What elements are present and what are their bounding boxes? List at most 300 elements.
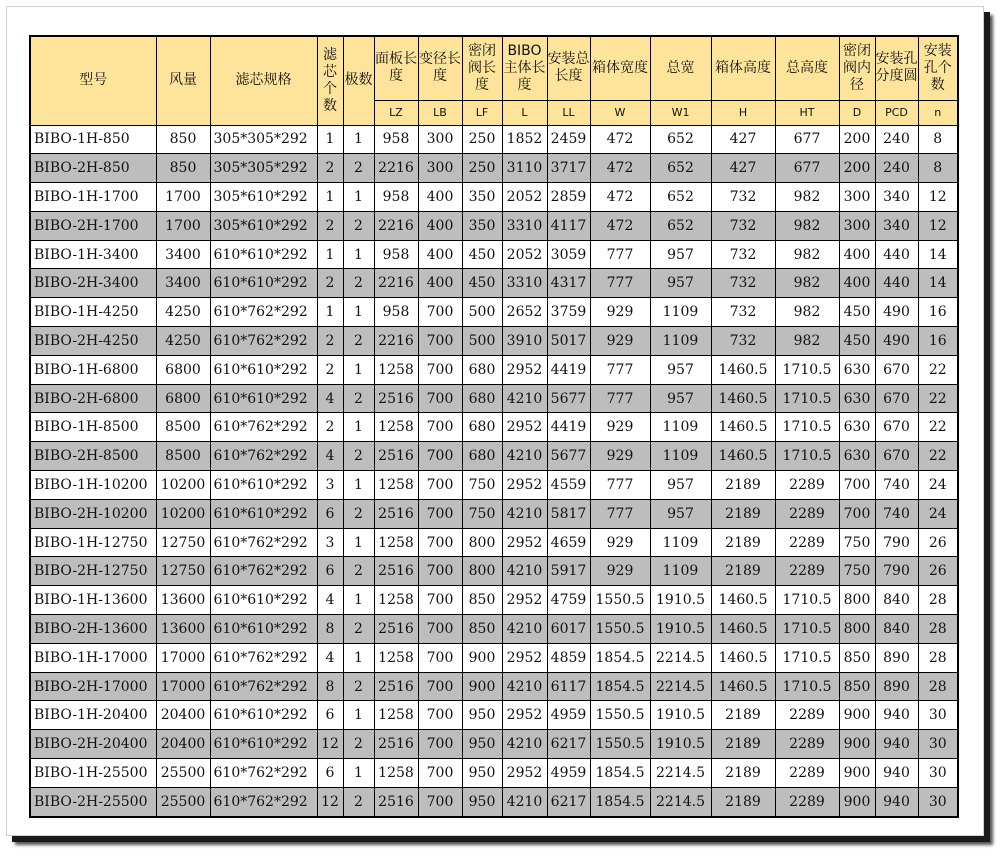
filter-spec-cell: 610*762*292 [210, 759, 317, 788]
table-cell: 2952 [502, 471, 547, 500]
table-cell: 700 [418, 528, 462, 557]
table-cell: 2052 [502, 240, 547, 269]
table-cell: 2 [317, 154, 343, 183]
filter-spec-cell: 610*762*292 [210, 643, 317, 672]
table-cell: 940 [875, 759, 918, 788]
table-cell: 957 [650, 384, 711, 413]
table-cell: 6 [317, 759, 343, 788]
table-row [30, 759, 958, 788]
table-cell: 732 [711, 298, 775, 327]
table-cell: 2652 [502, 298, 547, 327]
table-cell: 750 [839, 557, 875, 586]
filter-spec-cell: 305*610*292 [210, 183, 317, 212]
table-cell: 22 [918, 442, 958, 471]
table-cell: 1700 [156, 211, 210, 240]
table-cell: 20400 [156, 701, 210, 730]
table-cell: 440 [875, 269, 918, 298]
table-cell: 12 [918, 211, 958, 240]
table-cell: 2516 [374, 615, 418, 644]
table-cell: 700 [839, 499, 875, 528]
table-cell: 1854.5 [590, 643, 650, 672]
table-cell: 22 [918, 384, 958, 413]
table-cell: 652 [650, 125, 711, 154]
table-cell: 2189 [711, 730, 775, 759]
table-cell: 750 [462, 499, 502, 528]
table-cell: 3110 [502, 154, 547, 183]
table-cell: 4210 [502, 730, 547, 759]
column-code: HT [775, 100, 839, 125]
table-cell: 10200 [156, 471, 210, 500]
model-cell: BIBO-2H-6800 [30, 384, 156, 413]
table-cell: 1258 [374, 759, 418, 788]
table-cell: 890 [875, 643, 918, 672]
table-cell: 450 [462, 240, 502, 269]
table-cell: 450 [839, 298, 875, 327]
table-cell: 2 [343, 787, 374, 816]
table-cell: 1854.5 [590, 672, 650, 701]
table-row [30, 787, 958, 816]
table-cell: 1710.5 [775, 384, 839, 413]
table-cell: 440 [875, 240, 918, 269]
table-cell: 957 [650, 499, 711, 528]
filter-spec-cell: 610*610*292 [210, 586, 317, 615]
model-cell: BIBO-2H-3400 [30, 269, 156, 298]
table-cell: 472 [590, 154, 650, 183]
table-cell: 6800 [156, 355, 210, 384]
table-cell: 3059 [547, 240, 590, 269]
table-cell: 1460.5 [711, 442, 775, 471]
table-cell: 700 [418, 787, 462, 816]
table-cell: 1109 [650, 557, 711, 586]
table-cell: 850 [839, 643, 875, 672]
table-cell: 2952 [502, 759, 547, 788]
table-cell: 700 [418, 672, 462, 701]
table-cell: 929 [590, 557, 650, 586]
table-cell: 400 [418, 269, 462, 298]
table-cell: 3 [317, 471, 343, 500]
column-header: 安装孔分度圆 [875, 36, 918, 100]
table-cell: 1710.5 [775, 643, 839, 672]
table-cell: 732 [711, 240, 775, 269]
table-cell: 652 [650, 183, 711, 212]
table-cell: 6 [317, 499, 343, 528]
table-row [30, 586, 958, 615]
filter-spec-cell: 305*305*292 [210, 125, 317, 154]
filter-spec-cell: 610*762*292 [210, 327, 317, 356]
table-cell: 958 [374, 240, 418, 269]
table-cell: 4210 [502, 442, 547, 471]
table-cell: 17000 [156, 643, 210, 672]
table-row [30, 355, 958, 384]
table-cell: 1460.5 [711, 355, 775, 384]
table-cell: 4210 [502, 557, 547, 586]
table-cell: 1910.5 [650, 730, 711, 759]
table-cell: 2289 [775, 471, 839, 500]
table-cell: 2189 [711, 528, 775, 557]
table-cell: 2516 [374, 730, 418, 759]
table-cell: 950 [462, 730, 502, 759]
column-header: 滤芯规格 [210, 36, 317, 125]
table-cell: 2516 [374, 557, 418, 586]
column-header: 变径长度 [418, 36, 462, 100]
model-cell: BIBO-1H-1700 [30, 183, 156, 212]
table-cell: 982 [775, 240, 839, 269]
table-row [30, 643, 958, 672]
table-cell: 490 [875, 327, 918, 356]
table-cell: 850 [156, 154, 210, 183]
table-cell: 1 [343, 643, 374, 672]
table-cell: 8 [918, 154, 958, 183]
table-cell: 929 [590, 442, 650, 471]
table-cell: 957 [650, 240, 711, 269]
table-cell: 14 [918, 240, 958, 269]
table-cell: 200 [839, 154, 875, 183]
column-code: LL [547, 100, 590, 125]
column-header: 密闭阀长度 [462, 36, 502, 100]
document-frame [6, 6, 984, 836]
column-code: PCD [875, 100, 918, 125]
table-cell: 30 [918, 701, 958, 730]
table-cell: 1 [343, 183, 374, 212]
table-cell: 3 [317, 528, 343, 557]
column-header: 滤芯个数 [317, 36, 343, 125]
table-cell: 950 [462, 701, 502, 730]
table-cell: 6017 [547, 615, 590, 644]
model-cell: BIBO-2H-12750 [30, 557, 156, 586]
table-cell: 1109 [650, 442, 711, 471]
table-cell: 2189 [711, 499, 775, 528]
table-cell: 200 [839, 125, 875, 154]
table-cell: 1710.5 [775, 615, 839, 644]
table-cell: 850 [462, 586, 502, 615]
table-cell: 1550.5 [590, 701, 650, 730]
table-cell: 1460.5 [711, 672, 775, 701]
column-code: W1 [650, 100, 711, 125]
model-cell: BIBO-2H-13600 [30, 615, 156, 644]
table-cell: 2516 [374, 787, 418, 816]
table-cell: 500 [462, 327, 502, 356]
table-cell: 500 [462, 298, 502, 327]
table-cell: 28 [918, 586, 958, 615]
table-cell: 2289 [775, 730, 839, 759]
table-cell: 1852 [502, 125, 547, 154]
table-cell: 982 [775, 183, 839, 212]
table-cell: 25500 [156, 787, 210, 816]
table-cell: 777 [590, 471, 650, 500]
table-cell: 1710.5 [775, 672, 839, 701]
table-cell: 630 [839, 355, 875, 384]
model-cell: BIBO-1H-6800 [30, 355, 156, 384]
table-cell: 1 [343, 413, 374, 442]
column-code: D [839, 100, 875, 125]
table-cell: 3759 [547, 298, 590, 327]
table-cell: 982 [775, 211, 839, 240]
table-cell: 1 [317, 183, 343, 212]
filter-spec-cell: 305*610*292 [210, 211, 317, 240]
table-cell: 12750 [156, 557, 210, 586]
table-cell: 2189 [711, 471, 775, 500]
table-cell: 900 [839, 701, 875, 730]
table-cell: 400 [839, 269, 875, 298]
table-cell: 2214.5 [650, 672, 711, 701]
table-cell: 2289 [775, 787, 839, 816]
table-cell: 13600 [156, 615, 210, 644]
column-code: L [502, 100, 547, 125]
table-cell: 2 [343, 269, 374, 298]
table-cell: 1 [317, 240, 343, 269]
table-cell: 900 [462, 643, 502, 672]
table-cell: 2189 [711, 557, 775, 586]
table-cell: 1 [343, 759, 374, 788]
table-cell: 2 [343, 154, 374, 183]
filter-spec-cell: 610*762*292 [210, 413, 317, 442]
table-cell: 5677 [547, 384, 590, 413]
table-cell: 13600 [156, 586, 210, 615]
table-row [30, 499, 958, 528]
column-code: n [918, 100, 958, 125]
filter-spec-cell: 610*762*292 [210, 557, 317, 586]
table-cell: 982 [775, 298, 839, 327]
model-cell: BIBO-1H-12750 [30, 528, 156, 557]
table-cell: 1 [317, 125, 343, 154]
table-cell: 777 [590, 499, 650, 528]
table-cell: 670 [875, 442, 918, 471]
table-cell: 1258 [374, 471, 418, 500]
table-cell: 490 [875, 298, 918, 327]
table-cell: 1460.5 [711, 643, 775, 672]
table-cell: 1109 [650, 298, 711, 327]
table-cell: 732 [711, 183, 775, 212]
table-cell: 350 [462, 183, 502, 212]
table-cell: 4959 [547, 759, 590, 788]
table-cell: 2189 [711, 759, 775, 788]
table-cell: 2516 [374, 672, 418, 701]
table-cell: 900 [839, 730, 875, 759]
table-cell: 4 [317, 384, 343, 413]
table-cell: 26 [918, 557, 958, 586]
table-cell: 12 [317, 730, 343, 759]
column-code: H [711, 100, 775, 125]
table-cell: 6800 [156, 384, 210, 413]
table-cell: 929 [590, 327, 650, 356]
table-cell: 2214.5 [650, 787, 711, 816]
table-cell: 680 [462, 413, 502, 442]
model-cell: BIBO-2H-20400 [30, 730, 156, 759]
table-cell: 4210 [502, 672, 547, 701]
column-header: 型号 [30, 36, 156, 125]
table-cell: 850 [839, 672, 875, 701]
table-cell: 2214.5 [650, 759, 711, 788]
table-cell: 1710.5 [775, 413, 839, 442]
table-cell: 890 [875, 672, 918, 701]
table-cell: 1700 [156, 183, 210, 212]
table-cell: 25500 [156, 759, 210, 788]
table-cell: 2214.5 [650, 643, 711, 672]
column-code: LF [462, 100, 502, 125]
table-cell: 2289 [775, 701, 839, 730]
model-cell: BIBO-1H-17000 [30, 643, 156, 672]
column-header: 箱体高度 [711, 36, 775, 100]
filter-spec-cell: 610*610*292 [210, 499, 317, 528]
table-header [30, 36, 958, 125]
filter-spec-cell: 610*610*292 [210, 615, 317, 644]
table-cell: 2289 [775, 499, 839, 528]
table-cell: 1854.5 [590, 759, 650, 788]
table-cell: 400 [839, 240, 875, 269]
table-cell: 1910.5 [650, 615, 711, 644]
table-cell: 4419 [547, 355, 590, 384]
table-cell: 740 [875, 499, 918, 528]
table-cell: 12750 [156, 528, 210, 557]
table-cell: 340 [875, 183, 918, 212]
table-cell: 929 [590, 528, 650, 557]
column-header: BIBO主体长度 [502, 36, 547, 100]
table-cell: 1 [343, 298, 374, 327]
table-cell: 4 [317, 586, 343, 615]
column-header: 面板长度 [374, 36, 418, 100]
table-cell: 6117 [547, 672, 590, 701]
table-cell: 4210 [502, 787, 547, 816]
table-cell: 28 [918, 672, 958, 701]
table-cell: 2216 [374, 211, 418, 240]
table-cell: 17000 [156, 672, 210, 701]
table-cell: 2 [343, 499, 374, 528]
table-cell: 3310 [502, 211, 547, 240]
table-cell: 1258 [374, 586, 418, 615]
table-cell: 4 [317, 442, 343, 471]
table-cell: 4250 [156, 327, 210, 356]
table-cell: 300 [418, 125, 462, 154]
table-cell: 2516 [374, 442, 418, 471]
table-row [30, 557, 958, 586]
table-cell: 6 [317, 701, 343, 730]
table-cell: 4759 [547, 586, 590, 615]
table-cell: 1460.5 [711, 413, 775, 442]
table-cell: 8 [317, 615, 343, 644]
table-cell: 777 [590, 240, 650, 269]
filter-spec-cell: 610*762*292 [210, 528, 317, 557]
table-cell: 700 [839, 471, 875, 500]
model-cell: BIBO-2H-1700 [30, 211, 156, 240]
spec-table [29, 35, 959, 818]
table-cell: 950 [462, 759, 502, 788]
table-cell: 2952 [502, 528, 547, 557]
table-row [30, 384, 958, 413]
table-cell: 1460.5 [711, 384, 775, 413]
table-row [30, 615, 958, 644]
column-code: LZ [374, 100, 418, 125]
table-cell: 1710.5 [775, 586, 839, 615]
table-cell: 1910.5 [650, 701, 711, 730]
table-cell: 4 [317, 643, 343, 672]
table-cell: 1 [343, 528, 374, 557]
table-cell: 700 [418, 701, 462, 730]
table-cell: 1258 [374, 643, 418, 672]
table-row [30, 730, 958, 759]
table-cell: 670 [875, 413, 918, 442]
table-cell: 472 [590, 125, 650, 154]
table-cell: 700 [418, 615, 462, 644]
table-cell: 677 [775, 125, 839, 154]
table-cell: 1460.5 [711, 615, 775, 644]
table-cell: 1 [343, 355, 374, 384]
table-cell: 350 [462, 211, 502, 240]
table-cell: 800 [462, 528, 502, 557]
table-cell: 8500 [156, 442, 210, 471]
table-cell: 300 [839, 211, 875, 240]
table-cell: 740 [875, 471, 918, 500]
table-cell: 700 [418, 442, 462, 471]
model-cell: BIBO-1H-8500 [30, 413, 156, 442]
table-row [30, 701, 958, 730]
table-cell: 940 [875, 730, 918, 759]
table-cell: 2 [317, 413, 343, 442]
table-cell: 22 [918, 413, 958, 442]
table-cell: 1 [343, 701, 374, 730]
table-cell: 24 [918, 471, 958, 500]
table-cell: 850 [462, 615, 502, 644]
table-cell: 2952 [502, 586, 547, 615]
model-cell: BIBO-1H-850 [30, 125, 156, 154]
table-row [30, 298, 958, 327]
table-cell: 5677 [547, 442, 590, 471]
table-row [30, 471, 958, 500]
table-cell: 1710.5 [775, 442, 839, 471]
table-cell: 2 [343, 442, 374, 471]
table-cell: 450 [839, 327, 875, 356]
table-cell: 2216 [374, 327, 418, 356]
table-cell: 2189 [711, 787, 775, 816]
table-cell: 1258 [374, 528, 418, 557]
filter-spec-cell: 610*610*292 [210, 701, 317, 730]
table-cell: 4419 [547, 413, 590, 442]
model-cell: BIBO-1H-3400 [30, 240, 156, 269]
table-cell: 2 [343, 615, 374, 644]
table-cell: 2 [343, 211, 374, 240]
table-cell: 472 [590, 211, 650, 240]
table-cell: 6217 [547, 730, 590, 759]
model-cell: BIBO-1H-13600 [30, 586, 156, 615]
table-cell: 30 [918, 759, 958, 788]
table-cell: 1 [343, 586, 374, 615]
table-cell: 1550.5 [590, 586, 650, 615]
filter-spec-cell: 610*610*292 [210, 240, 317, 269]
table-cell: 940 [875, 787, 918, 816]
table-cell: 630 [839, 413, 875, 442]
table-cell: 2 [343, 327, 374, 356]
table-cell: 8 [317, 672, 343, 701]
table-cell: 700 [418, 384, 462, 413]
table-row [30, 183, 958, 212]
table-cell: 957 [650, 355, 711, 384]
table-row [30, 672, 958, 701]
table-cell: 2 [317, 211, 343, 240]
table-cell: 958 [374, 298, 418, 327]
table-cell: 2189 [711, 701, 775, 730]
table-cell: 900 [462, 672, 502, 701]
table-cell: 4250 [156, 298, 210, 327]
column-header: 密闭阀内径 [839, 36, 875, 100]
table-cell: 732 [711, 269, 775, 298]
column-header: 安装总长度 [547, 36, 590, 100]
table-cell: 250 [462, 125, 502, 154]
table-cell: 2 [317, 327, 343, 356]
table-cell: 30 [918, 787, 958, 816]
model-cell: BIBO-2H-850 [30, 154, 156, 183]
table-cell: 4210 [502, 499, 547, 528]
table-cell: 2 [343, 557, 374, 586]
table-cell: 8 [918, 125, 958, 154]
